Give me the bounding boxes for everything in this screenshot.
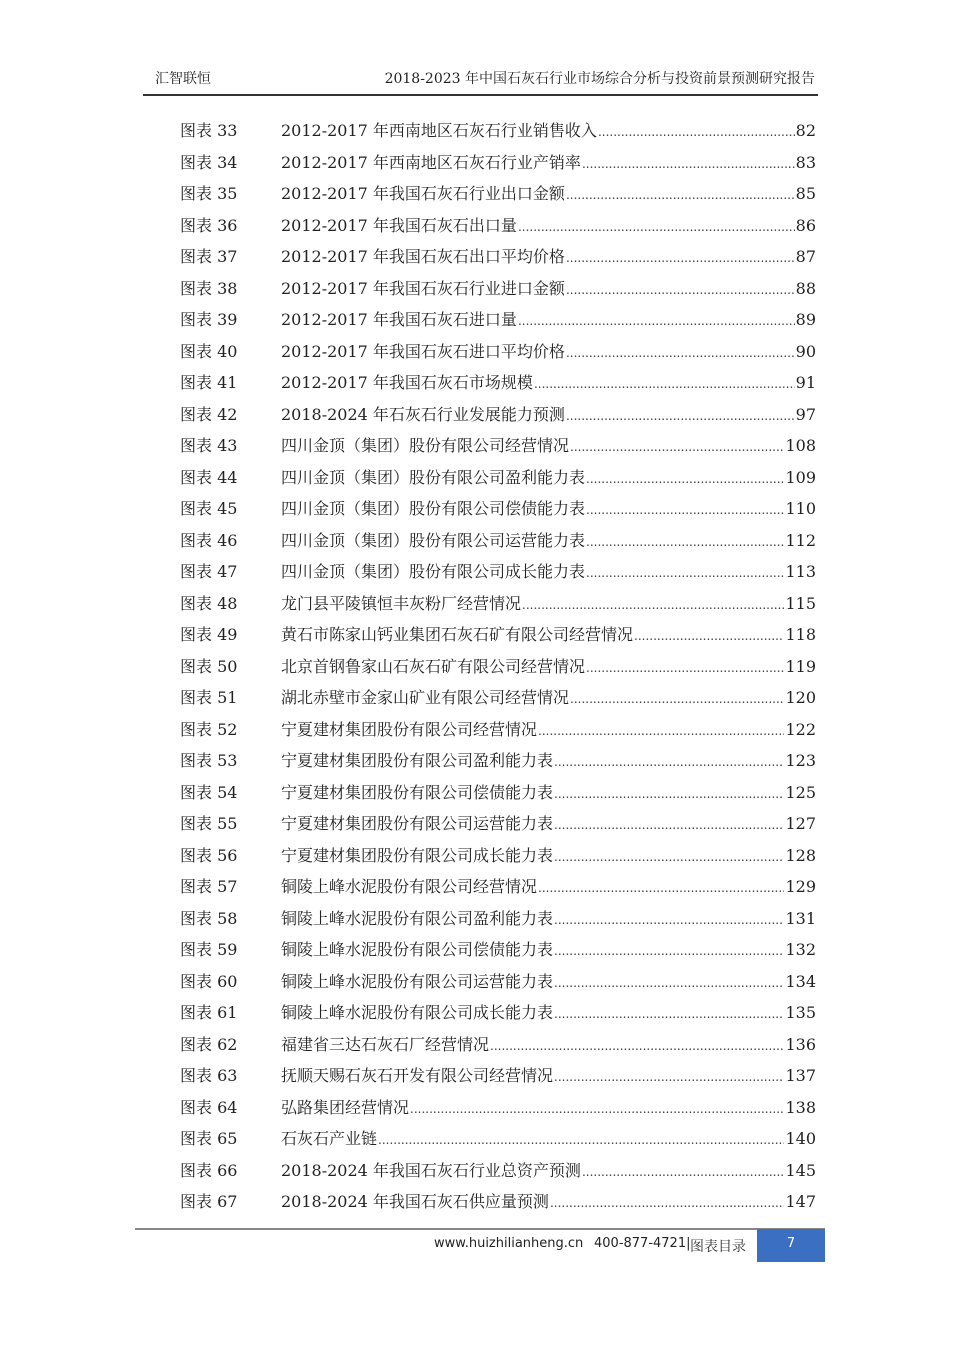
figure-title: 2012-2017 年我国石灰石市场规模 [281, 373, 533, 392]
page-ref: 136 [785, 1034, 816, 1054]
page-ref: 127 [785, 814, 816, 833]
toc-entry[interactable] [180, 750, 816, 782]
figure-label: 图表 66 [180, 1160, 238, 1180]
figure-label: 图表 34 [180, 152, 238, 172]
dot-leader [566, 183, 795, 206]
toc-entry[interactable] [180, 1034, 816, 1066]
header-report-title: 2018-2023 年中国石灰石行业市场综合分析与投资前景预测研究报告 [384, 71, 815, 87]
page-ref: 125 [785, 782, 816, 802]
dot-leader [554, 750, 784, 773]
figure-label: 图表 37 [180, 247, 238, 266]
figure-label: 图表 35 [180, 184, 238, 203]
figure-title: 石灰石产业链 [281, 1129, 378, 1148]
page-ref: 85 [795, 184, 816, 203]
toc-entry[interactable] [180, 1065, 816, 1097]
toc-entry[interactable] [180, 624, 816, 656]
figure-label: 图表 46 [180, 530, 238, 550]
figure-label: 图表 64 [180, 1097, 238, 1117]
footer-section: 图表目录 [690, 1239, 746, 1255]
figure-title: 2018-2024 年我国石灰石供应量预测 [281, 1192, 549, 1211]
footer-phone: 400-877-4721| [594, 1236, 691, 1251]
toc-entry[interactable] [180, 656, 816, 688]
page-ref: 138 [785, 1097, 816, 1117]
toc-entry[interactable] [180, 435, 816, 467]
figure-label: 图表 61 [180, 1003, 238, 1022]
figure-title: 2012-2017 年西南地区石灰石行业销售收入 [281, 121, 597, 140]
figure-label: 图表 56 [180, 845, 238, 865]
dot-leader [566, 341, 795, 364]
dot-leader [522, 593, 784, 616]
toc-entry[interactable] [180, 813, 816, 845]
figure-label: 图表 62 [180, 1034, 238, 1054]
dot-leader [550, 1191, 785, 1214]
figure-title: 2012-2017 年我国石灰石进口量 [281, 310, 517, 329]
page-ref: 145 [785, 1160, 816, 1180]
toc-entry[interactable] [180, 278, 816, 310]
figure-title: 四川金顶（集团）股份有限公司成长能力表 [281, 562, 586, 581]
page-ref: 83 [795, 152, 816, 172]
toc-entry[interactable] [180, 152, 816, 184]
dot-leader [554, 1002, 784, 1025]
figure-title: 宁夏建材集团股份有限公司经营情况 [281, 719, 538, 739]
figure-title: 宁夏建材集团股份有限公司运营能力表 [281, 814, 554, 833]
figure-title: 铜陵上峰水泥股份有限公司盈利能力表 [281, 908, 554, 928]
figure-label: 图表 60 [180, 971, 238, 991]
toc-entry[interactable] [180, 1191, 816, 1223]
dot-leader [586, 467, 784, 490]
toc-entry[interactable] [180, 183, 816, 215]
header-company: 汇智联恒 [155, 71, 211, 87]
toc-entry[interactable] [180, 215, 816, 247]
figure-label: 图表 65 [180, 1129, 238, 1148]
dot-leader [554, 908, 784, 931]
toc-entry[interactable] [180, 845, 816, 877]
figure-title: 铜陵上峰水泥股份有限公司成长能力表 [281, 1003, 554, 1022]
page-ref: 118 [785, 625, 816, 644]
figure-title: 抚顺天赐石灰石开发有限公司经营情况 [281, 1066, 554, 1085]
dot-leader [586, 530, 784, 553]
table-of-figures [180, 120, 816, 1223]
figure-label: 图表 40 [180, 341, 238, 361]
page-ref: 87 [795, 247, 816, 266]
figure-label: 图表 43 [180, 436, 238, 455]
figure-label: 图表 38 [180, 278, 238, 298]
dot-leader [586, 498, 784, 521]
dot-leader [582, 1160, 785, 1183]
dot-leader [538, 719, 784, 742]
toc-entry[interactable] [180, 246, 816, 278]
figure-label: 图表 59 [180, 940, 238, 959]
page-ref: 91 [795, 373, 816, 392]
toc-entry[interactable] [180, 1002, 816, 1034]
dot-leader [566, 246, 795, 269]
figure-label: 图表 58 [180, 908, 238, 928]
figure-label: 图表 53 [180, 751, 238, 770]
dot-leader [634, 624, 784, 647]
page-ref: 115 [785, 593, 816, 613]
figure-label: 图表 36 [180, 215, 238, 235]
figure-title: 2018-2024 年我国石灰石行业总资产预测 [281, 1160, 581, 1180]
dot-leader [554, 1065, 784, 1088]
dot-leader [570, 687, 784, 710]
page-ref: 110 [785, 499, 816, 518]
toc-entry[interactable] [180, 1160, 816, 1192]
page-ref: 89 [795, 310, 816, 329]
figure-title: 宁夏建材集团股份有限公司偿债能力表 [281, 782, 554, 802]
toc-entry[interactable] [180, 1097, 816, 1129]
figure-title: 铜陵上峰水泥股份有限公司经营情况 [281, 877, 538, 896]
figure-label: 图表 42 [180, 404, 238, 424]
page-ref: 82 [795, 121, 816, 140]
figure-title: 四川金顶（集团）股份有限公司经营情况 [281, 436, 570, 455]
figure-label: 图表 50 [180, 656, 238, 676]
toc-entry[interactable] [180, 876, 816, 908]
figure-title: 北京首钢鲁家山石灰石矿有限公司经营情况 [281, 656, 586, 676]
page-ref: 86 [795, 215, 816, 235]
figure-title: 宁夏建材集团股份有限公司盈利能力表 [281, 751, 554, 770]
page-ref: 113 [785, 562, 816, 581]
figure-title: 铜陵上峰水泥股份有限公司偿债能力表 [281, 940, 554, 959]
page-ref: 147 [785, 1192, 816, 1211]
toc-entry[interactable] [180, 687, 816, 719]
figure-title: 福建省三达石灰石厂经营情况 [281, 1034, 490, 1054]
figure-label: 图表 33 [180, 121, 238, 140]
figure-title: 黄石市陈家山钙业集团石灰石矿有限公司经营情况 [281, 625, 634, 644]
dot-leader [598, 120, 795, 143]
toc-entry[interactable] [180, 341, 816, 373]
page-ref: 88 [795, 278, 816, 298]
page-ref: 140 [785, 1129, 816, 1148]
figure-label: 图表 67 [180, 1192, 238, 1211]
figure-label: 图表 54 [180, 782, 238, 802]
dot-leader [538, 876, 784, 899]
toc-entry[interactable] [180, 561, 816, 593]
figure-label: 图表 63 [180, 1066, 238, 1085]
page-ref: 120 [785, 688, 816, 707]
dot-leader [586, 561, 784, 584]
figure-title: 2012-2017 年我国石灰石行业进口金额 [281, 278, 565, 298]
figure-label: 图表 39 [180, 310, 238, 329]
figure-title: 2012-2017 年我国石灰石进口平均价格 [281, 341, 565, 361]
figure-title: 2012-2017 年我国石灰石出口量 [281, 215, 517, 235]
footer-website: www.huizhilianheng.cn [434, 1236, 584, 1251]
toc-entry[interactable] [180, 120, 816, 152]
figure-title: 四川金顶（集团）股份有限公司盈利能力表 [281, 467, 586, 487]
page-ref: 137 [785, 1066, 816, 1085]
figure-title: 宁夏建材集团股份有限公司成长能力表 [281, 845, 554, 865]
figure-title: 四川金顶（集团）股份有限公司运营能力表 [281, 530, 586, 550]
dot-leader [554, 845, 784, 868]
toc-entry[interactable] [180, 719, 816, 751]
figure-label: 图表 49 [180, 625, 238, 644]
page-ref: 109 [785, 467, 816, 487]
figure-title: 湖北赤壁市金家山矿业有限公司经营情况 [281, 688, 570, 707]
figure-label: 图表 57 [180, 877, 238, 896]
page-ref: 134 [785, 971, 816, 991]
page-ref: 135 [785, 1003, 816, 1022]
dot-leader [554, 939, 784, 962]
toc-entry[interactable] [180, 971, 816, 1003]
figure-label: 图表 51 [180, 688, 238, 707]
toc-entry[interactable] [180, 467, 816, 499]
footer-divider [135, 1228, 825, 1230]
dot-leader [554, 813, 784, 836]
page-ref: 122 [785, 719, 816, 739]
page-ref: 108 [785, 436, 816, 455]
dot-leader [570, 435, 784, 458]
page-ref: 131 [785, 908, 816, 928]
toc-entry[interactable] [180, 309, 816, 341]
page-number: 7 [757, 1229, 825, 1262]
dot-leader [518, 309, 795, 332]
page-ref: 97 [795, 404, 816, 424]
figure-title: 2012-2017 年西南地区石灰石行业产销率 [281, 152, 581, 172]
toc-entry[interactable] [180, 908, 816, 940]
dot-leader [582, 152, 795, 175]
figure-label: 图表 45 [180, 499, 238, 518]
figure-label: 图表 44 [180, 467, 238, 487]
page-ref: 132 [785, 940, 816, 959]
page-ref: 123 [785, 751, 816, 770]
dot-leader [554, 971, 784, 994]
dot-leader [410, 1097, 784, 1120]
dot-leader [554, 782, 784, 805]
figure-title: 弘路集团经营情况 [281, 1097, 410, 1117]
toc-entry[interactable] [180, 372, 816, 404]
figure-title: 龙门县平陵镇恒丰灰粉厂经营情况 [281, 593, 522, 613]
figure-title: 2012-2017 年我国石灰石出口平均价格 [281, 247, 565, 266]
figure-label: 图表 48 [180, 593, 238, 613]
figure-title: 2018-2024 年石灰石行业发展能力预测 [281, 404, 565, 424]
dot-leader [534, 372, 795, 395]
toc-entry[interactable] [180, 782, 816, 814]
page-ref: 128 [785, 845, 816, 865]
dot-leader [586, 656, 784, 679]
toc-entry[interactable] [180, 530, 816, 562]
toc-entry[interactable] [180, 593, 816, 625]
figure-title: 四川金顶（集团）股份有限公司偿债能力表 [281, 499, 586, 518]
page-ref: 112 [785, 530, 816, 550]
dot-leader [490, 1034, 784, 1057]
toc-entry[interactable] [180, 498, 816, 530]
page-ref: 119 [785, 656, 816, 676]
toc-entry[interactable] [180, 939, 816, 971]
figure-title: 铜陵上峰水泥股份有限公司运营能力表 [281, 971, 554, 991]
page-ref: 129 [785, 877, 816, 896]
figure-label: 图表 52 [180, 719, 238, 739]
figure-label: 图表 55 [180, 814, 238, 833]
toc-entry[interactable] [180, 1128, 816, 1160]
figure-label: 图表 41 [180, 373, 238, 392]
dot-leader [566, 404, 795, 427]
dot-leader [566, 278, 795, 301]
header-divider [143, 94, 818, 96]
figure-label: 图表 47 [180, 562, 238, 581]
toc-entry[interactable] [180, 404, 816, 436]
dot-leader [518, 215, 795, 238]
dot-leader [378, 1128, 784, 1151]
figure-title: 2012-2017 年我国石灰石行业出口金额 [281, 184, 565, 203]
page-ref: 90 [795, 341, 816, 361]
